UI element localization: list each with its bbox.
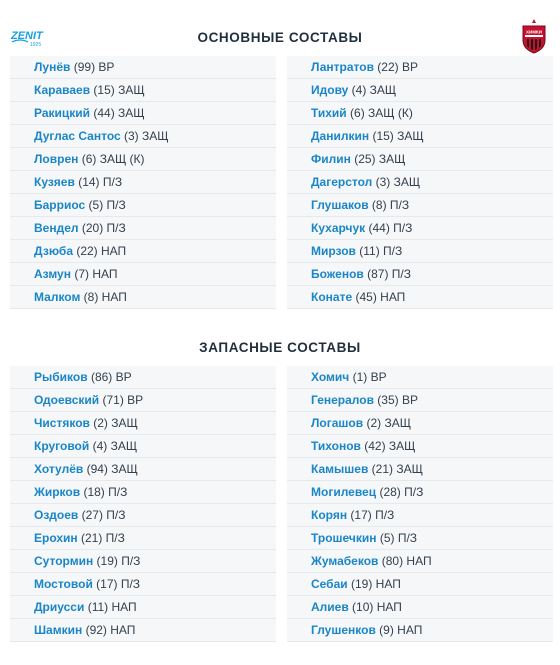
player-number-position: (19) П/З [93,554,141,568]
player-name-link[interactable]: Лантратов [311,60,374,74]
player-name-link[interactable]: Мирзов [311,244,356,258]
player-number-position: (92) НАП [82,623,136,637]
player-number-position: (87) П/З [363,267,411,281]
starters-away-player-row [287,263,553,286]
player-number-position: (45) НАП [352,290,406,304]
player-number-position: (6) ЗАЩ (К) [346,106,413,120]
player-name-link[interactable]: Оздоев [34,508,79,522]
starters-away-player-row [287,194,553,217]
player-name-link[interactable]: Генералов [311,393,374,407]
subs-away-player-row [287,412,553,435]
starters-title: ОСНОВНЫЕ СОСТАВЫ [197,30,363,45]
player-number-position: (8) НАП [80,290,127,304]
subs-home-player-row [10,573,276,596]
player-name-link[interactable]: Тихонов [311,439,361,453]
player-name-link[interactable]: Корян [311,508,348,522]
player-name-link[interactable]: Идову [311,83,349,97]
zenit-logo-year: 1925 [30,42,42,47]
starters-away-player-row [287,56,553,79]
player-name-link[interactable]: Сутормин [34,554,94,568]
subs-home-player-row [10,504,276,527]
subs-away-player-row [287,573,553,596]
player-name-link[interactable]: Дагерстол [311,175,373,189]
starters-home-player-row [10,217,276,240]
player-number-position: (99) ВР [70,60,115,74]
player-number-position: (4) ЗАЩ [89,439,138,453]
subs-home-player-row [10,435,276,458]
player-name-link[interactable]: Алиев [311,600,349,614]
player-number-position: (10) НАП [348,600,402,614]
player-name-link[interactable]: Тихий [311,106,347,120]
player-number-position: (20) П/З [78,221,126,235]
khimki-logo-text: ХИМКИ [526,29,542,35]
subs-home-list [10,366,276,642]
player-name-link[interactable]: Малком [34,290,81,304]
subs-away-player-row [287,481,553,504]
player-number-position: (7) НАП [70,267,118,281]
player-number-position: (22) ВР [373,60,418,74]
subs-title: ЗАПАСНЫЕ СОСТАВЫ [199,340,361,355]
subs-away-player-row [287,527,553,550]
player-name-link[interactable]: Боженов [311,267,364,281]
khimki-logo-icon [521,18,547,54]
player-number-position: (27) П/З [78,508,126,522]
player-name-link[interactable]: Глушенков [311,623,376,637]
starters-away-player-row [287,217,553,240]
player-name-link[interactable]: Камышев [311,462,369,476]
subs-home-player-row [10,619,276,642]
player-name-link[interactable]: Караваев [34,83,91,97]
player-name-link[interactable]: Логашов [311,416,364,430]
player-number-position: (44) П/З [365,221,413,235]
player-number-position: (9) НАП [375,623,423,637]
subs-away-player-row [287,504,553,527]
player-name-link[interactable]: Могилевец [311,485,377,499]
player-name-link[interactable]: Кухарчук [311,221,366,235]
player-number-position: (2) ЗАЩ [89,416,138,430]
player-number-position: (15) ЗАЩ [90,83,145,97]
starters-home-player-row [10,286,276,309]
starters-away-player-row [287,240,553,263]
player-name-link[interactable]: Вендел [34,221,79,235]
player-name-link[interactable]: Жумабеков [311,554,379,568]
player-number-position: (22) НАП [73,244,127,258]
player-name-link[interactable]: Кузяев [34,175,75,189]
player-name-link[interactable]: Ракицкий [34,106,91,120]
subs-home-player-row [10,458,276,481]
player-name-link[interactable]: Жирков [34,485,81,499]
starters-header [0,18,560,54]
subs-away-player-row [287,435,553,458]
player-number-position: (8) П/З [368,198,410,212]
player-number-position: (21) П/З [77,531,125,545]
player-name-link[interactable]: Азмун [34,267,71,281]
player-number-position: (5) П/З [85,198,126,212]
subs-away-player-row [287,619,553,642]
player-number-position: (14) П/З [74,175,123,189]
starters-away-player-row [287,286,553,309]
starters-home-player-row [10,148,276,171]
starters-away-player-row [287,79,553,102]
player-number-position: (6) ЗАЩ (К) [78,152,145,166]
subs-home-player-row [10,481,276,504]
player-name-link[interactable]: Шамкин [34,623,83,637]
player-name-link[interactable]: Себаи [311,577,348,591]
starters-home-list [10,56,276,309]
player-number-position: (86) ВР [87,370,132,384]
player-number-position: (2) ЗАЩ [363,416,411,430]
starters-home-player-row [10,171,276,194]
player-name-link[interactable]: Ловрен [34,152,79,166]
player-number-position: (25) ЗАЩ [350,152,406,166]
player-number-position: (3) ЗАЩ [372,175,421,189]
player-name-link[interactable]: Круговой [34,439,90,453]
subs-home-player-row [10,596,276,619]
subs-away-player-row [287,366,553,389]
player-name-link[interactable]: Барриос [34,198,86,212]
player-name-link[interactable]: Филин [311,152,351,166]
player-number-position: (1) ВР [349,370,387,384]
starters-home-player-row [10,240,276,263]
subs-home-player-row [10,550,276,573]
subs-home-player-row [10,412,276,435]
player-name-link[interactable]: Ерохин [34,531,78,545]
player-number-position: (15) ЗАЩ [369,129,424,143]
starters-home-player-row [10,194,276,217]
player-name-link[interactable]: Хомич [311,370,350,384]
starters-away-list [287,56,553,309]
player-number-position: (17) П/З [347,508,395,522]
zenit-logo-text: ZENIT [11,30,43,42]
starters-away-player-row [287,125,553,148]
player-number-position: (19) НАП [347,577,401,591]
player-number-position: (11) П/З [355,244,403,258]
player-number-position: (42) ЗАЩ [360,439,416,453]
starters-home-player-row [10,79,276,102]
subs-away-player-row [287,389,553,412]
player-number-position: (18) П/З [80,485,128,499]
player-name-link[interactable]: Рыбиков [34,370,88,384]
player-name-link[interactable]: Глушаков [311,198,369,212]
player-name-link[interactable]: Лунёв [34,60,71,74]
starters-away-player-row [287,148,553,171]
player-number-position: (21) ЗАЩ [368,462,423,476]
player-name-link[interactable]: Дуглас Сантос [34,129,121,143]
starters-away-player-row [287,102,553,125]
player-number-position: (80) НАП [378,554,432,568]
subs-home-player-row [10,389,276,412]
player-name-link[interactable]: Конате [311,290,353,304]
player-number-position: (11) НАП [84,600,137,614]
player-name-link[interactable]: Хотулёв [34,462,84,476]
subs-away-list [287,366,553,642]
player-name-link[interactable]: Данилкин [311,129,370,143]
player-number-position: (17) П/З [92,577,141,591]
starters-home-player-row [10,125,276,148]
player-name-link[interactable]: Одоевский [34,393,100,407]
player-number-position: (71) ВР [99,393,144,407]
player-name-link[interactable]: Чистяков [34,416,90,430]
subs-away-player-row [287,458,553,481]
player-number-position: (4) ЗАЩ [348,83,397,97]
starters-away-player-row [287,171,553,194]
player-number-position: (5) П/З [376,531,418,545]
player-name-link[interactable]: Трошечкин [311,531,377,545]
subs-home-player-row [10,366,276,389]
starters-home-player-row [10,102,276,125]
player-name-link[interactable]: Дзюба [34,244,73,258]
subs-away-player-row [287,596,553,619]
player-number-position: (28) П/З [376,485,424,499]
player-name-link[interactable]: Дриусси [34,600,85,614]
starters-home-player-row [10,263,276,286]
subs-away-player-row [287,550,553,573]
player-number-position: (35) ВР [373,393,418,407]
player-name-link[interactable]: Мостовой [34,577,93,591]
starters-home-player-row [10,56,276,79]
player-number-position: (94) ЗАЩ [83,462,138,476]
subs-home-player-row [10,527,276,550]
player-number-position: (44) ЗАЩ [90,106,145,120]
player-number-position: (3) ЗАЩ [120,129,169,143]
